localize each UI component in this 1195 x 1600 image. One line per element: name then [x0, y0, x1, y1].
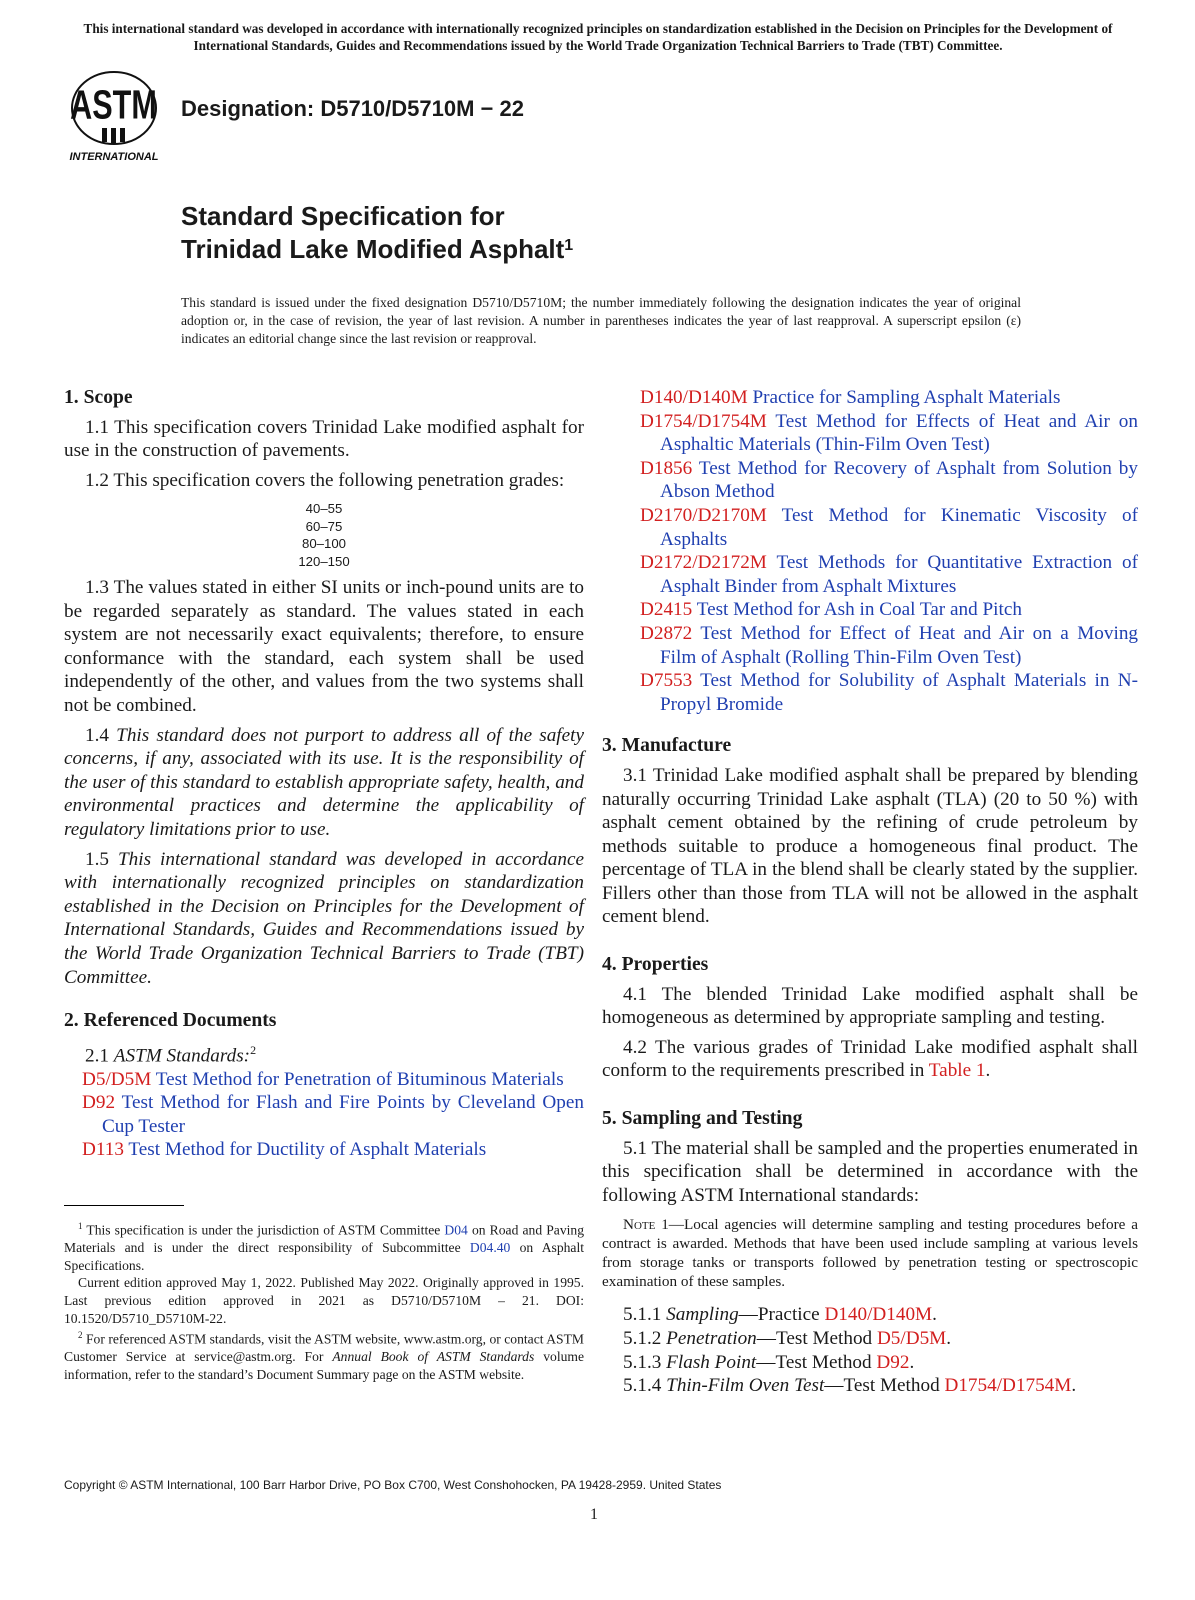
footnote-ref-1[interactable]: 1	[564, 237, 574, 254]
reference-item	[82, 1068, 584, 1092]
method-item: 5.1.1 Sampling—Practice D140/D140M.	[623, 1304, 937, 1326]
reference-item	[640, 504, 1138, 551]
astm-logo	[64, 68, 164, 163]
footnote-edition: Current edition approved May 1, 2022. Published May 2022. Originally approved in 1995. Last previous edition approved in 2021 as D5710/D5710M – 21. DOI: 10.1520/D5710_D5710M-22.	[64, 1275, 584, 1326]
designation: Designation: D5710/D5710M − 22	[181, 96, 524, 121]
reference-code-link[interactable]: D2172/D2172M	[640, 552, 767, 574]
section-heading: 2. Referenced Documents	[64, 1010, 277, 1032]
paragraph: 1.4 This standard does not purport to address all of the safety concerns, if any, associated with its use. It is the responsibility of the user of this standard to establish appropriate safety, health, and environmental practices and determine the applicability of regulatory limitations prior to use.	[64, 724, 585, 840]
reference-item	[82, 1091, 584, 1138]
committee-link[interactable]: D04	[444, 1222, 468, 1238]
reference-title-link[interactable]: Test Method for Kinematic Viscosity of Asphalts	[660, 504, 1138, 550]
table-link[interactable]: Table 1	[928, 1060, 986, 1082]
grade-item: 60–75	[305, 518, 343, 534]
reference-title-link[interactable]: Test Method for Effect of Heat and Air on a Moving Film of Asphalt (Rolling Thin-Film Oven Test)	[660, 622, 1139, 668]
paragraph: 4.2 The various grades of Trinidad Lake modified asphalt shall conform to the requirements prescribed in Table 1.	[602, 1036, 1138, 1082]
footnote-1: $^1$ This specification is under the jurisdiction of ASTM Committee D04 on Road and Paving Materials and is under the direct responsibility of Subcommittee D04.40 on Asphalt Specifications.	[64, 1221, 585, 1273]
paragraph: 3.1 Trinidad Lake modified asphalt shall be prepared by blending naturally occurring Trinidad Lake asphalt (TLA) (20 to 50 %) with asphalt cement obtained by the refining of crude petroleum by methods suitable to produce a homogeneous final product. The percentage of TLA in the blend shall be clearly stated by the supplier. Fillers other than those from TLA will not be allowed in the asphalt cement blend.	[602, 764, 1138, 928]
method-item: 5.1.2 Penetration—Test Method D5/D5M.	[623, 1328, 952, 1349]
paragraph: 1.3 The values stated in either SI units or inch-pound units are to be regarded separately as standard. The values stated in each system are not necessarily exact equivalents; therefore, to ensure conformance with the standard, each system shall be used independently of the other, and values from the two systems shall not be combined.	[64, 577, 584, 716]
grade-item: 80–100	[301, 536, 346, 552]
method-code-link[interactable]: D1754/D1754M	[944, 1375, 1072, 1397]
footnotes	[64, 1218, 584, 1383]
paragraph: 1.2 This specification covers the following penetration grades:	[85, 469, 565, 491]
paragraph: 1.5 This international standard was developed in accordance with internationally recognized principles on standardization established in the Decision on Principles for the Development of International Standards, Guides and Recommendations issued by the World Trade Organization Technical Barriers to Trade (TBT) Committee.	[64, 848, 584, 988]
grade-list	[64, 500, 584, 570]
reference-item	[640, 598, 1138, 622]
reference-code-link[interactable]: D5/D5M	[82, 1068, 152, 1090]
section-heading: 3. Manufacture	[602, 735, 732, 757]
reference-code-link[interactable]: D1856	[640, 457, 693, 479]
reference-code-link[interactable]: D2872	[640, 622, 693, 644]
note: Note 1—Local agencies will determine sampling and testing procedures before a contract is awarded. Methods that have been used include sampling at various levels from storage tanks or transports followed by penetration testing or spectroscopic examination of these samples.	[602, 1216, 1138, 1291]
method-code-link[interactable]: D5/D5M	[876, 1328, 947, 1349]
left-column	[64, 386, 584, 1162]
page-number: 1	[590, 1506, 598, 1523]
paragraph: 4.1 The blended Trinidad Lake modified asphalt shall be homogeneous as determined by appropriate sampling and testing.	[602, 983, 1138, 1029]
astm-logo-icon	[64, 68, 164, 163]
reference-title-link[interactable]: Test Method for Ash in Coal Tar and Pitch	[696, 599, 1022, 621]
reference-code-link[interactable]: D1754/D1754M	[640, 410, 767, 432]
reference-title-link[interactable]: Practice for Sampling Asphalt Materials	[752, 387, 1061, 408]
reference-code-link[interactable]: D7553	[640, 670, 693, 692]
page-title	[181, 200, 573, 266]
reference-title-link[interactable]: Test Method for Solubility of Asphalt Materials in N-Propyl Bromide	[660, 670, 1138, 715]
reference-item	[82, 1138, 584, 1162]
grade-item: 40–55	[305, 501, 343, 517]
svg-text:ASTM: ASTM	[70, 81, 157, 128]
method-code-link[interactable]: D92	[876, 1351, 910, 1373]
subsection-label: 2.1 ASTM Standards:$^2$	[85, 1042, 257, 1067]
reference-item	[640, 410, 1138, 457]
reference-title-link[interactable]: Test Method for Flash and Fire Points by Cleveland Open Cup Tester	[102, 1092, 584, 1137]
reference-title-link[interactable]: Test Method for Ductility of Asphalt Materials	[128, 1139, 487, 1161]
reference-code-link[interactable]: D140/D140M	[640, 387, 748, 408]
reference-title-link[interactable]: Test Method for Recovery of Asphalt from Solution by Abson Method	[660, 457, 1138, 503]
reference-title-link[interactable]: Test Method for Penetration of Bituminous Materials	[155, 1068, 564, 1090]
reference-item	[640, 622, 1138, 669]
footnote-2: $^2$ For referenced ASTM standards, visit the ASTM website, www.astm.org, or contact ASTM Customer Service at service@astm.org. For Annual Book of ASTM Standards volume information, refer to the standard’s Document Summary page on the ASTM website.	[64, 1330, 585, 1382]
reference-item	[640, 669, 1138, 716]
reference-item	[640, 551, 1138, 598]
footnote-ref-2[interactable]: 2	[250, 1042, 257, 1057]
top-notice: This international standard was developed in accordance with internationally recognized principles on standardization established in the Decision on Principles for the Development of International Standards, Guides and Recommendations issued by the World Trade Organization Technical Barriers to Trade (TBT) Committee.	[83, 21, 1113, 53]
reference-title-link[interactable]: Test Methods for Quantitative Extraction of Asphalt Binder from Asphalt Mixtures	[660, 552, 1138, 597]
section-heading: 1. Scope	[64, 387, 133, 408]
section-heading: 4. Properties	[602, 954, 709, 976]
svg-text:INTERNATIONAL: INTERNATIONAL	[69, 151, 159, 163]
title-line-2: Trinidad Lake Modified Asphalt$^1$	[181, 234, 574, 264]
issued-note: This standard is issued under the fixed designation D5710/D5710M; the number immediately following the designation indicates the year of original adoption or, in the case of revision, the year of last revision. A number in parentheses indicates the year of last reapproval. A superscript epsilon (ε) indicates an editorial change since the last revision or reapproval.	[181, 295, 1021, 346]
reference-code-link[interactable]: D92	[82, 1092, 116, 1114]
method-item: 5.1.4 Thin-Film Oven Test—Test Method D1754/D1754M.	[623, 1375, 1077, 1397]
reference-code-link[interactable]: D113	[82, 1139, 124, 1161]
section-heading: 5. Sampling and Testing	[602, 1108, 803, 1130]
footnote-divider	[64, 1205, 184, 1206]
reference-title-link[interactable]: Test Method for Effects of Heat and Air on Asphaltic Materials (Thin-Film Oven Test)	[660, 410, 1138, 456]
reference-code-link[interactable]: D2415	[640, 599, 693, 621]
reference-code-link[interactable]: D2170/D2170M	[640, 504, 767, 526]
subcommittee-link[interactable]: D04.40	[469, 1240, 511, 1256]
copyright: Copyright © ASTM International, 100 Barr Harbor Drive, PO Box C700, West Conshohocken, PA 19428-2959. United States	[64, 1478, 722, 1492]
right-column	[602, 386, 1139, 1398]
method-code-link[interactable]: D140/D140M	[824, 1304, 933, 1326]
method-item: 5.1.3 Flash Point—Test Method D92.	[623, 1351, 915, 1373]
reference-item	[640, 386, 1138, 410]
paragraph: 5.1 The material shall be sampled and the properties enumerated in this specification shall be determined in accordance with the following ASTM International standards:	[602, 1137, 1138, 1206]
paragraph: 1.1 This specification covers Trinidad Lake modified asphalt for use in the construction of pavements.	[64, 416, 584, 462]
grade-item: 120–150	[298, 553, 350, 569]
title-line-1: Standard Specification for	[181, 201, 505, 231]
reference-item	[640, 457, 1138, 504]
